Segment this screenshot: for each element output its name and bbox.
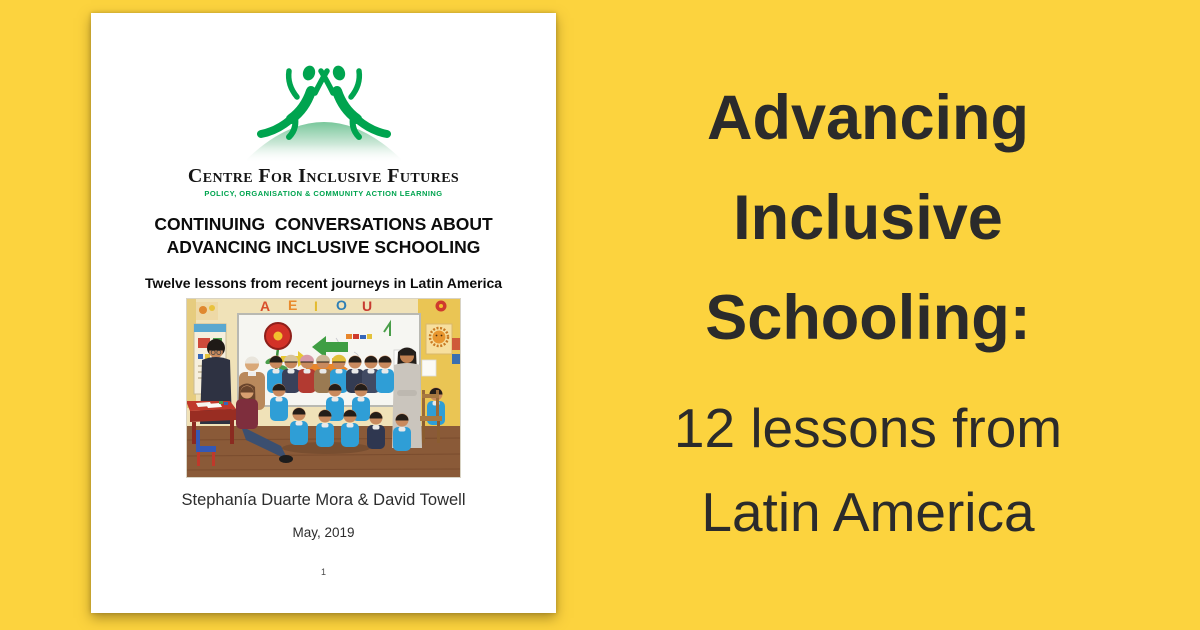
report-cover-page bbox=[91, 13, 556, 613]
svg-text:I: I bbox=[314, 298, 318, 314]
banner-title-line1: Advancing bbox=[706, 83, 1030, 153]
publication-date: May, 2019 bbox=[292, 525, 355, 540]
banner-title bbox=[705, 68, 1030, 368]
svg-text:E: E bbox=[288, 298, 298, 313]
toy-blocks bbox=[346, 334, 372, 339]
svg-text:U: U bbox=[362, 298, 373, 314]
organisation-logo bbox=[91, 63, 556, 198]
logo-subtitle: POLICY, ORGANISATION & COMMUNITY ACTION LEARNING bbox=[204, 189, 443, 198]
report-title-line2: ADVANCING INCLUSIVE SCHOOLING bbox=[166, 237, 481, 257]
authors: Stephanía Duarte Mora & David Towell bbox=[181, 491, 466, 509]
banner-subtitle bbox=[674, 386, 1062, 554]
report-title bbox=[91, 213, 556, 259]
report-title-line1: CONTINUING CONVERSATIONS ABOUT bbox=[154, 214, 493, 234]
banner bbox=[556, 0, 1200, 630]
cover-photo bbox=[186, 298, 461, 478]
dancing-figures-hill-icon bbox=[239, 63, 409, 163]
report-subtitle: Twelve lessons from recent journeys in Latin America bbox=[144, 275, 503, 291]
banner-title-line2: Inclusive bbox=[733, 183, 1003, 253]
svg-text:O: O bbox=[336, 298, 347, 313]
logo-title: Centre For Inclusive Futures bbox=[187, 165, 460, 187]
page-number: 1 bbox=[320, 567, 326, 577]
banner-subtitle-line1: 12 lessons from bbox=[673, 397, 1063, 459]
banner-subtitle-line2: Latin America bbox=[701, 481, 1035, 543]
banner-title-line3: Schooling: bbox=[705, 283, 1031, 353]
svg-text:A: A bbox=[260, 298, 271, 314]
